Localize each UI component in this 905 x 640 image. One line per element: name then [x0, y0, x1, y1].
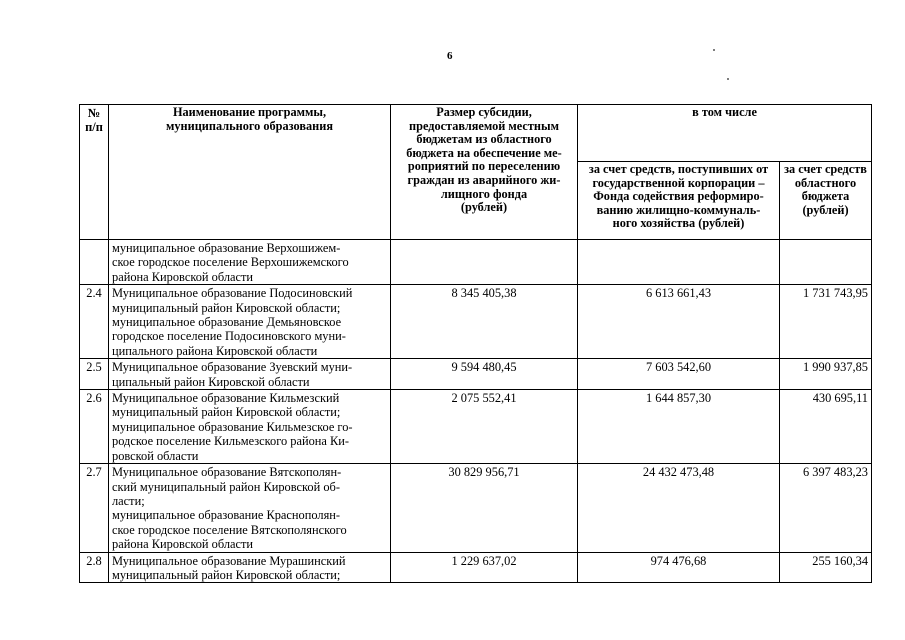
row-subsidy-total: 8 345 405,38 — [391, 285, 578, 359]
header-subsidy-total-line: бюджетам из областного — [416, 132, 552, 147]
municipality-name-line: ское городское поселение Вятскополянского — [112, 522, 347, 537]
row-municipality-name — [109, 464, 391, 552]
municipality-name-line: муниципальный район Кировской области; — [112, 405, 341, 420]
municipality-name-line: Муниципальное образование Вятскополян- — [112, 465, 342, 480]
header-fund-share-line: ного хозяйства (рублей) — [612, 216, 745, 231]
municipality-name-line: Муниципальное образование Кильмезский — [112, 391, 340, 406]
header-program-name-line: муниципального образования — [166, 118, 333, 133]
row-subsidy-total: 9 594 480,45 — [391, 359, 578, 390]
municipality-name-line: муниципальное образование Верхошижем- — [112, 241, 341, 255]
municipality-name-line: ское городское поселение Верхошижемского — [112, 255, 349, 270]
header-fund-share-line: Фонда содействия реформиро- — [593, 189, 764, 204]
municipality-name-line: муниципальное образование Демьяновское — [112, 315, 342, 330]
municipality-name-line: района Кировской области — [112, 537, 254, 552]
municipality-name-line: муниципальное образование Кильмезское го- — [112, 419, 353, 434]
header-program-name — [109, 105, 391, 240]
row-fund-share: 1 644 857,30 — [578, 390, 780, 464]
row-fund-share: 24 432 473,48 — [578, 464, 780, 552]
header-subsidy-total-line: Размер субсидии, — [436, 105, 532, 119]
municipality-name-line: родское поселение Кильмезского района Ки- — [112, 434, 350, 449]
table-header-row — [80, 105, 872, 162]
row-subsidy-total: 30 829 956,71 — [391, 464, 578, 552]
municipality-name-line: ципальный район Кировской области — [112, 374, 310, 389]
municipality-name-line: ский муниципальный район Кировской об- — [112, 479, 340, 494]
row-number: 2.8 — [80, 552, 109, 583]
table-row — [80, 390, 872, 464]
header-fund-share-line: ванию жилищно-коммуналь- — [596, 202, 761, 217]
table-row — [80, 285, 872, 359]
row-fund-share: 7 603 542,60 — [578, 359, 780, 390]
header-subsidy-total-line: предоставляемой местным — [409, 118, 559, 133]
header-subsidy-total-line: лищного фонда — [440, 186, 528, 201]
row-regional-share: 255 160,34 — [780, 552, 872, 583]
municipality-name-line: ровской области — [112, 448, 199, 463]
row-fund-share: 6 613 661,43 — [578, 285, 780, 359]
header-number-line: № — [87, 106, 101, 120]
row-number — [80, 240, 109, 285]
header-fund-share — [578, 162, 780, 240]
header-number — [80, 105, 109, 240]
row-subsidy-total — [391, 240, 578, 285]
header-number-line: п/п — [85, 120, 103, 135]
header-fund-share-line: государственной корпорации – — [592, 175, 765, 190]
row-fund-share: 974 476,68 — [578, 552, 780, 583]
table-row — [80, 359, 872, 390]
table-row — [80, 240, 872, 285]
row-regional-share: 1 990 937,85 — [780, 359, 872, 390]
header-program-name-line: Наименование программы, — [172, 105, 327, 119]
row-number: 2.6 — [80, 390, 109, 464]
header-regional-share-line: за счет средств — [784, 162, 867, 176]
municipality-name-line: Муниципальное образование Зуевский муни- — [112, 360, 353, 375]
municipality-name-line: района Кировской области — [112, 269, 254, 284]
municipality-name-line: муниципальное образование Краснополян- — [112, 508, 341, 523]
row-subsidy-total: 2 075 552,41 — [391, 390, 578, 464]
row-number: 2.7 — [80, 464, 109, 552]
row-municipality-name — [109, 552, 391, 583]
row-municipality-name — [109, 285, 391, 359]
row-number: 2.5 — [80, 359, 109, 390]
municipality-name-line: муниципальный район Кировской области; — [112, 567, 341, 582]
municipality-name-line: городское поселение Подосиновского муни- — [112, 329, 346, 344]
header-regional-share-line: (рублей) — [802, 202, 849, 217]
row-municipality-name — [109, 390, 391, 464]
table-row — [80, 552, 872, 583]
header-including: в том числе — [578, 105, 872, 162]
header-regional-share-line: бюджета — [801, 189, 850, 204]
row-regional-share: 6 397 483,23 — [780, 464, 872, 552]
municipality-name-line: ципального района Кировской области — [112, 343, 318, 358]
row-number: 2.4 — [80, 285, 109, 359]
row-regional-share: 1 731 743,95 — [780, 285, 872, 359]
header-subsidy-total — [391, 105, 578, 240]
row-municipality-name — [109, 359, 391, 390]
header-regional-share — [780, 162, 872, 240]
row-subsidy-total: 1 229 637,02 — [391, 552, 578, 583]
row-municipality-name — [109, 240, 391, 285]
row-regional-share — [780, 240, 872, 285]
municipality-name-line: Муниципальное образование Подосиновский — [112, 286, 353, 301]
municipality-name-line: Муниципальное образование Мурашинский — [112, 553, 346, 568]
row-fund-share — [578, 240, 780, 285]
header-subsidy-total-line: граждан из аварийного жи- — [407, 172, 561, 187]
scan-speck — [713, 49, 715, 51]
page-number: 6 — [447, 50, 453, 62]
header-fund-share-line: за счет средств, поступивших от — [588, 162, 769, 176]
table-row — [80, 464, 872, 552]
scan-speck — [727, 78, 729, 80]
subsidy-table — [79, 104, 872, 583]
header-subsidy-total-line: роприятий по переселению — [407, 159, 561, 174]
row-regional-share: 430 695,11 — [780, 390, 872, 464]
header-subsidy-total-line: (рублей) — [460, 200, 508, 215]
header-subsidy-total-line: бюджета на обеспечение ме- — [406, 145, 562, 160]
header-regional-share-line: областного — [794, 175, 857, 190]
municipality-name-line: ласти; — [112, 493, 145, 508]
municipality-name-line: муниципальный район Кировской области; — [112, 300, 341, 315]
